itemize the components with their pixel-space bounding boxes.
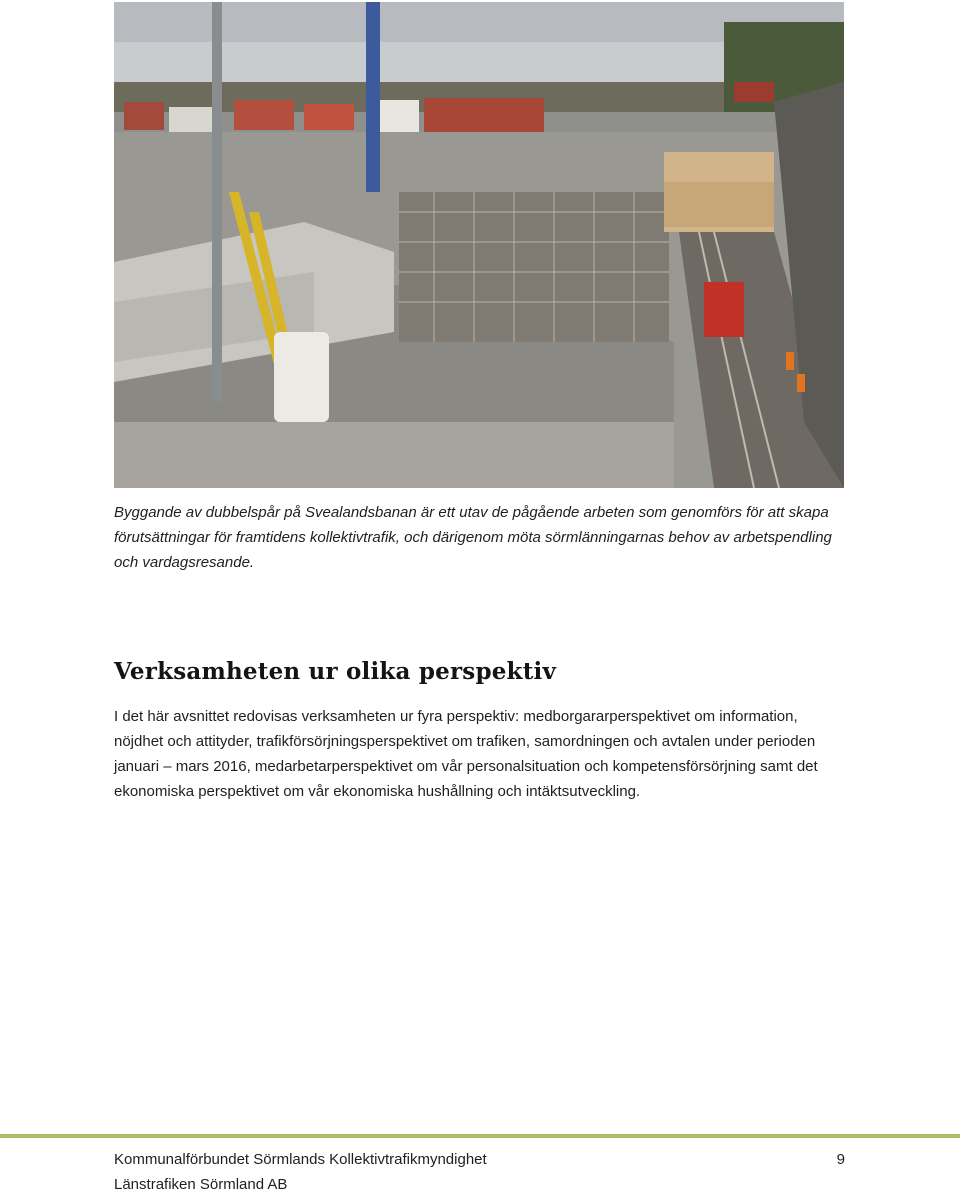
footer-rule — [0, 1134, 960, 1138]
photo-caption: Byggande av dubbelspår på Svealandsbanan är ett utav de pågående arbeten som genomförs för att skapa förutsättningar för framtidens kollektivtrafik, och därigenom möta sörmlänningarnas behov av arbetspendling och vardagsresande. — [114, 504, 832, 571]
section-heading: Verksamheten ur olika perspektiv — [114, 658, 557, 685]
construction-photo — [114, 2, 844, 488]
page-number: 9 — [836, 1151, 845, 1168]
footer-organization: Kommunalförbundet Sörmlands Kollektivtrafikmyndighet — [114, 1151, 487, 1168]
footer-company: Länstrafiken Sörmland AB — [114, 1176, 288, 1193]
section-body: I det här avsnittet redovisas verksamheten ur fyra perspektiv: medborgararperspektivet om information, nöjdhet och attityder, trafikförsörjningsperspektivet om trafiken, samordningen och avtalen under perioden januari – mars 2016, medarbetarperspektivet om vår personalsituation och kompetensförsörjning samt det ekonomiska perspektivet om vår ekonomiska hushållning och intäktsutveckling. — [114, 708, 818, 800]
